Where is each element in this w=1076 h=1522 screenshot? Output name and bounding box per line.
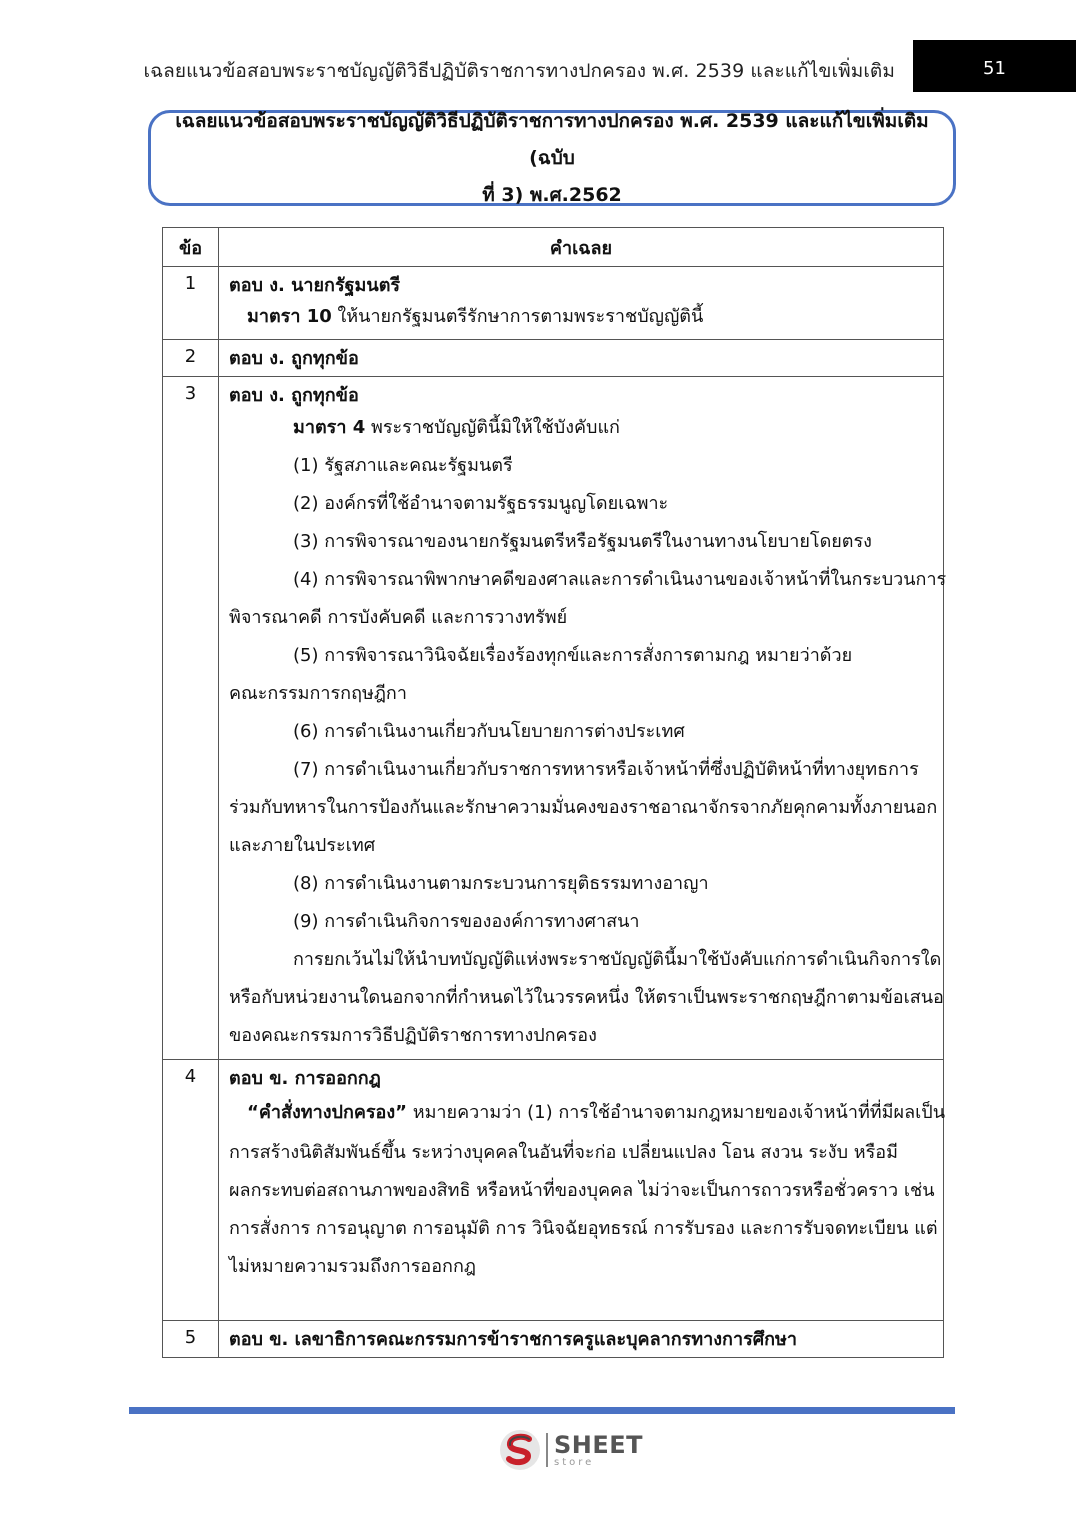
definition-line: การสั่งการ การอนุญาต การอนุมัติ การ วินิจฉัยอุทธรณ์ การรับรอง และการรับจดทะเบียน แต่ [229, 1218, 938, 1239]
section-number: มาตรา 10 [247, 306, 332, 327]
table-header-row [163, 228, 944, 267]
column-header-answer: คำเฉลย [219, 228, 944, 267]
answer-cell [219, 377, 947, 1060]
sheet-store-s-logo-icon [498, 1428, 542, 1472]
row-number: 4 [163, 1060, 219, 1321]
definition-line [229, 1092, 945, 1134]
answer-choice: ตอบ ง. ถูกทุกข้อ [229, 348, 359, 369]
footer-rule [129, 1407, 955, 1414]
answer-choice: ตอบ ง. ถูกทุกข้อ [229, 385, 359, 406]
document-title-line-2: ที่ 3) พ.ศ.2562 [482, 183, 622, 206]
answer-table [162, 227, 947, 1358]
list-item-continuation: และภายในประเทศ [229, 835, 376, 856]
definition-line: ผลกระทบต่อสถานภาพของสิทธิ หรือหน้าที่ของบุคคล ไม่ว่าจะเป็นการถาวรหรือชั่วคราว เช่น [229, 1180, 935, 1201]
list-item-continuation: คณะกรรมการกฤษฎีกา [229, 683, 407, 704]
list-item: (5) การพิจารณาวินิจฉัยเรื่องร้องทุกข์และการสั่งการตามกฎ หมายว่าด้วย [293, 645, 853, 666]
answer-choice: ตอบ ข. การออกกฎ [229, 1068, 381, 1089]
row-number: 5 [163, 1321, 219, 1358]
list-item: (7) การดำเนินงานเกี่ยวกับราชการทหารหรือเจ้าหน้าที่ซึ่งปฏิบัติหน้าที่ทางยุทธการ [293, 759, 919, 780]
running-header-title: เฉลยแนวข้อสอบพระราชบัญญัติวิธีปฏิบัติราชการทางปกครอง พ.ศ. 2539 และแก้ไขเพิ่มเติม [143, 60, 895, 82]
section-text: ให้นายกรัฐมนตรีรักษาการตามพระราชบัญญัตินี้ [331, 306, 704, 327]
answer-choice: ตอบ ง. นายกรัฐมนตรี [229, 275, 401, 296]
answer-choice: ตอบ ข. เลขาธิการคณะกรรมการข้าราชการครูและบุคลากรทางการศึกษา [229, 1329, 798, 1350]
law-section [229, 299, 933, 335]
table-row [163, 377, 944, 1060]
table-row [163, 1060, 944, 1321]
answer-cell [219, 1060, 944, 1321]
list-item: (6) การดำเนินงานเกี่ยวกับนโยบายการต่างประเทศ [293, 721, 685, 742]
logo-divider [546, 1433, 548, 1467]
definition-line: การสร้างนิติสัมพันธ์ขึ้น ระหว่างบุคคลในอันที่จะก่อ เปลี่ยนแปลง โอน สงวน ระงับ หรือมี [229, 1142, 898, 1163]
document-title-line-1: เฉลยแนวข้อสอบพระราชบัญญัติวิธีปฏิบัติราชการทางปกครอง พ.ศ. 2539 และแก้ไขเพิ่มเติม (ฉบับ [175, 109, 929, 169]
section-number: มาตรา 4 [293, 417, 366, 438]
answer-cell [219, 1321, 944, 1358]
list-item: (2) องค์กรที่ใช้อำนาจตามรัฐธรรมนูญโดยเฉพาะ [293, 493, 669, 514]
answer-cell [219, 267, 944, 340]
row-number: 2 [163, 340, 219, 377]
answer-cell [219, 340, 944, 377]
definition-line: ไม่หมายความรวมถึงการออกกฎ [229, 1256, 476, 1277]
table-row [163, 1321, 944, 1358]
table-row [163, 340, 944, 377]
page-number: 51 [913, 40, 1076, 92]
table-row [163, 267, 944, 340]
logo-text [554, 1430, 644, 1468]
defined-term: “คำสั่งทางปกครอง” [247, 1102, 407, 1123]
list-item: (4) การพิจารณาพิพากษาคดีของศาลและการดำเนินงานของเจ้าหน้าที่ในกระบวนการ [293, 569, 947, 590]
row-number: 1 [163, 267, 219, 340]
list-item-continuation: ร่วมกับทหารในการป้องกันและรักษาความมั่นคงของราชอาณาจักรจากภัยคุกคามทั้งภายนอก [229, 797, 938, 818]
column-header-number: ข้อ [163, 228, 219, 267]
title-box [148, 110, 956, 206]
list-item: (8) การดำเนินงานตามกระบวนการยุติธรรมทางอาญา [293, 873, 709, 894]
law-section [229, 409, 933, 447]
logo-wordmark: SHEET [554, 1430, 644, 1459]
list-item: (1) รัฐสภาและคณะรัฐมนตรี [293, 455, 513, 476]
exception-paragraph-continuation: หรือกับหน่วยงานใดนอกจากที่กำหนดไว้ในวรรคหนึ่ง ให้ตราเป็นพระราชกฤษฎีกาตามข้อเสนอ [229, 987, 944, 1008]
exception-paragraph: การยกเว้นไม่ให้นำบทบัญญัติแห่งพระราชบัญญัตินี้มาใช้บังคับแก่การดำเนินกิจการใด [293, 949, 942, 970]
logo-subtext: store [554, 1456, 595, 1468]
definition-text: หมายความว่า (1) การใช้อำนาจตามกฎหมายของเจ้าหน้าที่ที่มีผลเป็น [406, 1102, 945, 1123]
section-text: พระราชบัญญัตินี้มิให้ใช้บังคับแก่ [365, 417, 620, 438]
exception-paragraph-continuation: ของคณะกรรมการวิธีปฏิบัติราชการทางปกครอง [229, 1025, 597, 1046]
list-item: (9) การดำเนินกิจการขององค์การทางศาสนา [293, 911, 640, 932]
row-number: 3 [163, 377, 219, 1060]
document-title [167, 103, 937, 214]
footer-logo [498, 1428, 643, 1472]
list-item: (3) การพิจารณาของนายกรัฐมนตรีหรือรัฐมนตรีในงานทางนโยบายโดยตรง [293, 531, 872, 552]
list-item-continuation: พิจารณาคดี การบังคับคดี และการวางทรัพย์ [229, 607, 568, 628]
